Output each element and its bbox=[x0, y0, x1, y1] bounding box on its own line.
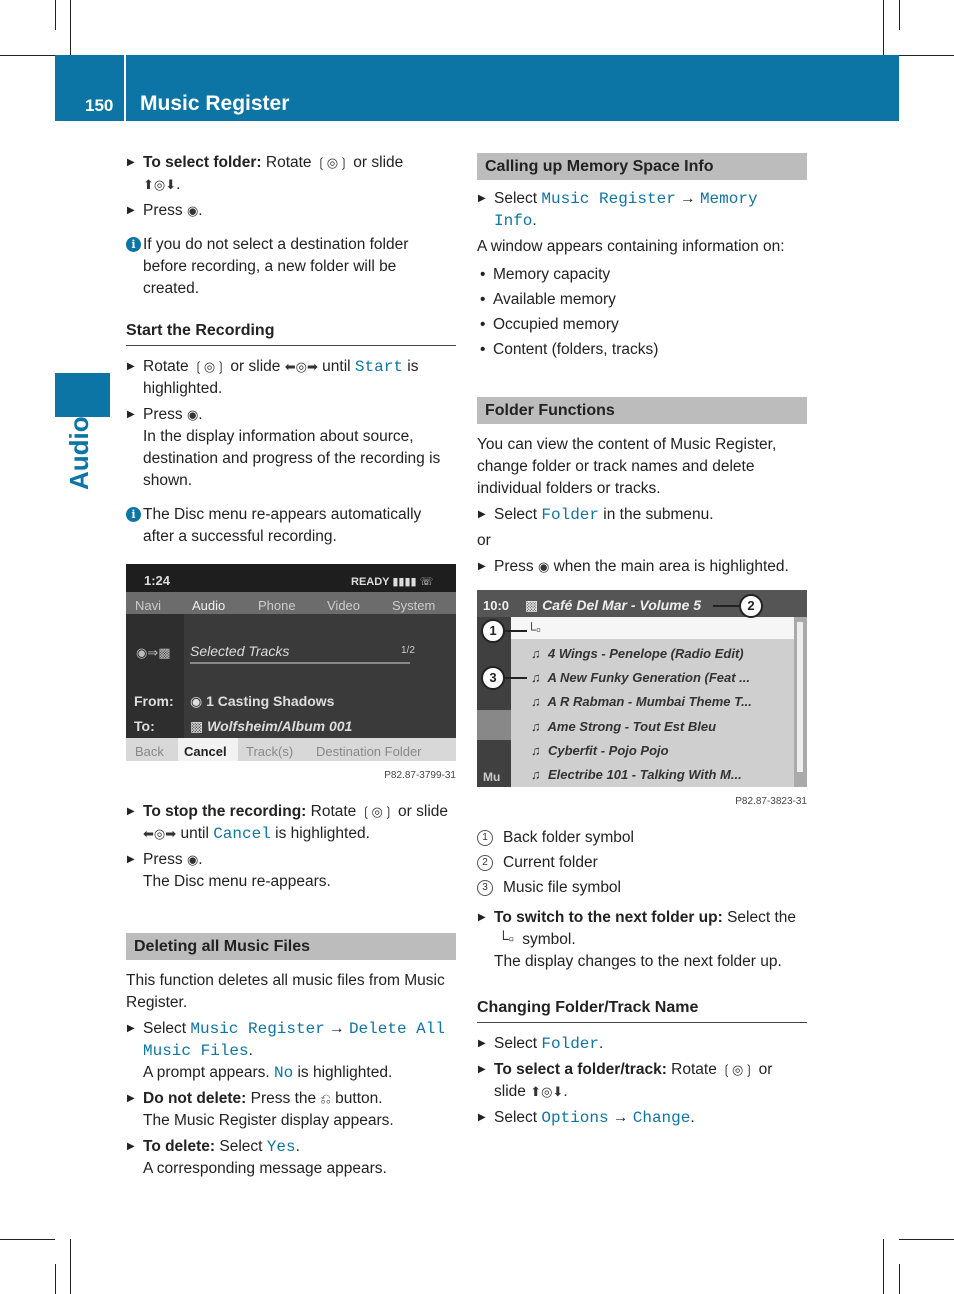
step-detail: The Disc menu re-appears. bbox=[143, 873, 331, 890]
legend-item bbox=[477, 827, 807, 849]
step-text: . bbox=[176, 176, 181, 193]
step-press-main bbox=[477, 556, 807, 578]
header-divider bbox=[124, 55, 126, 121]
crop-mark bbox=[899, 55, 954, 56]
info-icon: i bbox=[126, 507, 141, 522]
scrollbar-thumb bbox=[797, 622, 803, 772]
step-select-folder bbox=[126, 152, 456, 196]
section-intro: You can view the content of Music Register, change folder or track names and delete individual folders or tracks. bbox=[477, 436, 777, 497]
screen-left-label: Mu bbox=[483, 770, 501, 784]
step-text: Press the bbox=[246, 1090, 321, 1107]
screen-track: ♫ A R Rabman - Mumbai Theme T... bbox=[531, 694, 752, 709]
menu-code: Start bbox=[354, 358, 403, 376]
screen-folder-title: ▩ Café Del Mar - Volume 5 bbox=[525, 597, 702, 613]
bullet-item: • Occupied memory bbox=[477, 314, 807, 336]
slide-up-down-icon: ⬆◎⬇ bbox=[143, 177, 177, 192]
crop-mark bbox=[55, 0, 56, 30]
menu-code: Music Register bbox=[190, 1020, 325, 1038]
step-text: button. bbox=[330, 1090, 383, 1107]
legend-text: Current folder bbox=[503, 854, 598, 871]
legend-text: Music file symbol bbox=[503, 879, 621, 896]
legend-number: 1 bbox=[477, 830, 493, 846]
screen-status: READY ▮▮▮▮ ☏ bbox=[351, 576, 434, 588]
step-text: Select bbox=[494, 1109, 542, 1126]
screen-destination: Destination Folder bbox=[316, 744, 422, 759]
rotate-controller-icon: ❲◎❳ bbox=[360, 804, 394, 819]
step-rotate-start bbox=[126, 356, 456, 400]
step-select-memory bbox=[477, 188, 807, 232]
callout-line bbox=[713, 605, 739, 607]
menu-code: Folder bbox=[541, 1035, 599, 1053]
section-label: Audio bbox=[64, 416, 94, 490]
arrow-text: → bbox=[608, 1109, 633, 1126]
section-heading: Calling up Memory Space Info bbox=[477, 153, 807, 180]
rotate-controller-icon: ❲◎❳ bbox=[315, 155, 349, 170]
screen-track: ♫ A New Funky Generation (Feat ... bbox=[531, 670, 750, 685]
step-text: until bbox=[176, 825, 214, 842]
recording-screenshot bbox=[126, 564, 456, 761]
callout-1: 1 bbox=[481, 619, 505, 643]
step-text: symbol. bbox=[517, 931, 576, 948]
image-code: P82.87-3799-31 bbox=[384, 770, 456, 781]
crop-mark bbox=[883, 1239, 884, 1294]
step-text: Press bbox=[143, 851, 187, 868]
crop-mark bbox=[899, 0, 900, 30]
step-to-delete bbox=[126, 1136, 456, 1180]
paragraph: A window appears containing information on: bbox=[477, 238, 785, 255]
callout-3: 3 bbox=[481, 666, 505, 690]
screen-progress bbox=[190, 662, 410, 664]
slide-up-down-icon: ⬆◎⬇ bbox=[530, 1084, 564, 1099]
step-lead: To switch to the next folder up: bbox=[494, 909, 723, 926]
step-options-change bbox=[477, 1107, 807, 1129]
track-text: Cyberfit - Pojo Pojo bbox=[547, 743, 669, 758]
screen-tab: Video bbox=[327, 598, 361, 613]
callout-2: 2 bbox=[739, 594, 763, 618]
crop-mark bbox=[883, 0, 884, 55]
crop-mark bbox=[55, 1264, 56, 1294]
step-text: or slide bbox=[349, 154, 404, 171]
info-note bbox=[126, 504, 456, 548]
step-text: Rotate bbox=[306, 803, 361, 820]
step-press: ▶ Press ◉. bbox=[126, 200, 456, 222]
section-heading: Start the Recording bbox=[126, 320, 456, 346]
legend bbox=[477, 827, 807, 899]
step-switch-folder bbox=[477, 907, 807, 973]
crop-mark bbox=[899, 1239, 954, 1240]
menu-code: Change bbox=[632, 1109, 691, 1127]
folder-up-icon: └▫ bbox=[527, 622, 541, 637]
screen-track: ♫ 4 Wings - Penelope (Radio Edit) bbox=[531, 646, 744, 661]
step-text: Rotate bbox=[261, 154, 316, 171]
bullet-item: • Available memory bbox=[477, 289, 807, 311]
step-press: ▶ Press ◉. In the display information about source, destination and progress of the recording is shown. bbox=[126, 404, 456, 492]
menu-code: Yes bbox=[266, 1138, 296, 1156]
legend-item bbox=[477, 877, 807, 899]
folder-screenshot bbox=[477, 590, 807, 787]
screen-time: 1:24 bbox=[144, 573, 171, 588]
info-note bbox=[126, 234, 456, 300]
step-text: when the main area is highlighted. bbox=[549, 558, 789, 575]
rotate-controller-icon: ❲◎❳ bbox=[192, 359, 227, 374]
bullet-item: • Content (folders, tracks) bbox=[477, 339, 807, 361]
step-text: Press bbox=[143, 202, 187, 219]
info-text: If you do not select a destination folder before recording, a new folder will be created. bbox=[143, 236, 409, 297]
menu-code: Memory Info bbox=[494, 190, 758, 230]
step-text: Select bbox=[143, 1020, 191, 1037]
step-select-folder-submenu bbox=[477, 504, 807, 526]
menu-code: Folder bbox=[541, 506, 599, 524]
screen-tracks: Track(s) bbox=[246, 744, 294, 759]
step-text: Press bbox=[494, 558, 538, 575]
section-tab bbox=[55, 373, 110, 417]
screen-to-value: ▩ Wolfsheim/Album 001 bbox=[190, 718, 353, 734]
screen-track: ♫ Ame Strong - Tout Est Bleu bbox=[531, 719, 717, 734]
menu-code: Options bbox=[541, 1109, 609, 1127]
info-text: The Disc menu re-appears automatically after a successful recording. bbox=[143, 506, 422, 545]
screen-from-value: ◉ 1 Casting Shadows bbox=[190, 693, 335, 709]
left-column bbox=[126, 152, 456, 1184]
step-text: . bbox=[599, 1035, 604, 1052]
step-text: . bbox=[563, 1083, 568, 1100]
step-text: is highlighted. bbox=[270, 825, 370, 842]
step-do-not-delete bbox=[126, 1088, 456, 1132]
step-lead: To delete: bbox=[143, 1138, 216, 1155]
section-heading: Deleting all Music Files bbox=[126, 933, 456, 960]
step-text: is highlighted. bbox=[143, 358, 419, 397]
step-text: . bbox=[532, 212, 537, 229]
bullet-item: • Memory capacity bbox=[477, 264, 807, 286]
step-select-track bbox=[477, 1059, 807, 1103]
image-code: P82.87-3823-31 bbox=[735, 796, 807, 807]
step-text: Rotate bbox=[143, 358, 193, 375]
press-controller-icon: ◉ bbox=[186, 203, 199, 218]
section-heading: Changing Folder/Track Name bbox=[477, 997, 807, 1023]
page-title: Music Register bbox=[140, 92, 290, 115]
track-text: A New Funky Generation (Feat ... bbox=[547, 670, 750, 685]
crop-mark bbox=[0, 55, 55, 56]
step-lead: Do not delete: bbox=[143, 1090, 247, 1107]
status-text: READY bbox=[351, 576, 390, 588]
step-text: . bbox=[690, 1109, 695, 1126]
menu-code: Music Register bbox=[541, 190, 676, 208]
crop-mark bbox=[0, 1239, 55, 1240]
step-text: or slide bbox=[226, 358, 285, 375]
screen-back: Back bbox=[135, 744, 164, 759]
legend-item bbox=[477, 852, 807, 874]
screen-track: ♫ Cyberfit - Pojo Pojo bbox=[531, 743, 669, 758]
step-text: Rotate bbox=[666, 1061, 722, 1078]
step-detail: In the display information about source, destination and progress of the recording is shown. bbox=[143, 428, 441, 489]
step-text: . bbox=[248, 1042, 253, 1059]
screen-left-block bbox=[477, 710, 511, 740]
screen-from-label: From: bbox=[134, 693, 174, 709]
callout-line bbox=[505, 677, 527, 679]
step-text: Select bbox=[215, 1138, 267, 1155]
track-text: 4 Wings - Penelope (Radio Edit) bbox=[547, 646, 744, 661]
legend-number: 3 bbox=[477, 880, 493, 896]
legend-number: 2 bbox=[477, 855, 493, 871]
screen-time: 10:0 bbox=[483, 598, 510, 613]
slide-left-right-icon: ⬅◎➡ bbox=[284, 359, 318, 374]
slide-left-right-icon: ⬅◎➡ bbox=[143, 826, 177, 841]
back-button-icon: ⎌ bbox=[320, 1091, 331, 1106]
rotate-controller-icon: ❲◎❳ bbox=[721, 1062, 755, 1077]
step-text: in the submenu. bbox=[599, 506, 714, 523]
screen-tab: Navi bbox=[135, 598, 162, 613]
screen-cancel: Cancel bbox=[184, 744, 227, 759]
step-select-folder bbox=[477, 1033, 807, 1055]
arrow-text: → bbox=[324, 1020, 349, 1037]
step-text: Select bbox=[494, 190, 542, 207]
step-text: or slide bbox=[393, 803, 449, 820]
right-column bbox=[477, 153, 807, 1133]
folder-up-icon: └▫ bbox=[498, 931, 514, 948]
track-text: Ame Strong - Tout Est Bleu bbox=[547, 719, 717, 734]
track-text: A R Rabman - Mumbai Theme T... bbox=[547, 694, 752, 709]
to-value-text: Wolfsheim/Album 001 bbox=[207, 718, 353, 734]
info-icon: i bbox=[126, 237, 141, 252]
track-text: Electribe 101 - Talking With M... bbox=[547, 767, 742, 782]
step-select-delete bbox=[126, 1018, 456, 1084]
press-controller-icon: ◉ bbox=[537, 559, 550, 574]
screen-counter: 1/2 bbox=[401, 645, 415, 656]
screen-to-label: To: bbox=[134, 718, 155, 734]
step-detail: The Music Register display appears. bbox=[143, 1112, 394, 1129]
crop-mark bbox=[70, 1239, 71, 1294]
press-controller-icon: ◉ bbox=[186, 852, 199, 867]
press-controller-icon: ◉ bbox=[186, 407, 199, 422]
crop-mark bbox=[70, 0, 71, 55]
menu-code: Cancel bbox=[213, 825, 271, 843]
step-text: or slide bbox=[494, 1061, 773, 1100]
step-text: Press bbox=[143, 406, 187, 423]
disc-icon: ◉⇒▩ bbox=[136, 645, 171, 660]
arrow-text: → bbox=[675, 190, 700, 207]
screen-bottom-bar bbox=[126, 738, 456, 761]
step-text: A prompt appears. bbox=[143, 1064, 274, 1081]
step-text: is highlighted. bbox=[293, 1064, 393, 1081]
step-lead: To stop the recording: bbox=[143, 803, 307, 820]
step-lead: To select folder: bbox=[143, 154, 262, 171]
step-lead: To select a folder/track: bbox=[494, 1061, 667, 1078]
step-detail: A corresponding message appears. bbox=[143, 1160, 387, 1177]
step-text: Select the bbox=[722, 909, 797, 926]
legend-text: Back folder symbol bbox=[503, 829, 634, 846]
screen-folder-up-row bbox=[511, 617, 794, 639]
step-press: ▶ Press ◉. The Disc menu re-appears. bbox=[126, 849, 456, 893]
crop-mark bbox=[899, 1264, 900, 1294]
step-stop-recording bbox=[126, 801, 456, 845]
screen-tab: System bbox=[392, 598, 436, 613]
screen-tab: Phone bbox=[258, 598, 296, 613]
callout-line bbox=[505, 630, 527, 632]
section-intro: This function deletes all music files from Music Register. bbox=[126, 972, 445, 1011]
screen-selected-tracks: Selected Tracks bbox=[190, 643, 290, 659]
section-heading: Folder Functions bbox=[477, 397, 807, 424]
screen-tab-active: Audio bbox=[192, 598, 226, 613]
screen-track: ♫ Electribe 101 - Talking With M... bbox=[531, 767, 742, 782]
menu-code: Delete All Music Files bbox=[143, 1020, 445, 1060]
step-text: . bbox=[295, 1138, 300, 1155]
step-text: Select bbox=[494, 506, 542, 523]
from-value-text: 1 Casting Shadows bbox=[206, 693, 335, 709]
step-detail: The display changes to the next folder up. bbox=[494, 953, 782, 970]
screen-tab-bar bbox=[126, 592, 456, 614]
folder-title-text: Café Del Mar - Volume 5 bbox=[542, 597, 702, 613]
menu-code: No bbox=[273, 1064, 294, 1082]
page-number: 150 bbox=[85, 96, 114, 115]
step-text: Select bbox=[494, 1035, 542, 1052]
step-text: until bbox=[317, 358, 355, 375]
or-text: or bbox=[477, 532, 491, 549]
